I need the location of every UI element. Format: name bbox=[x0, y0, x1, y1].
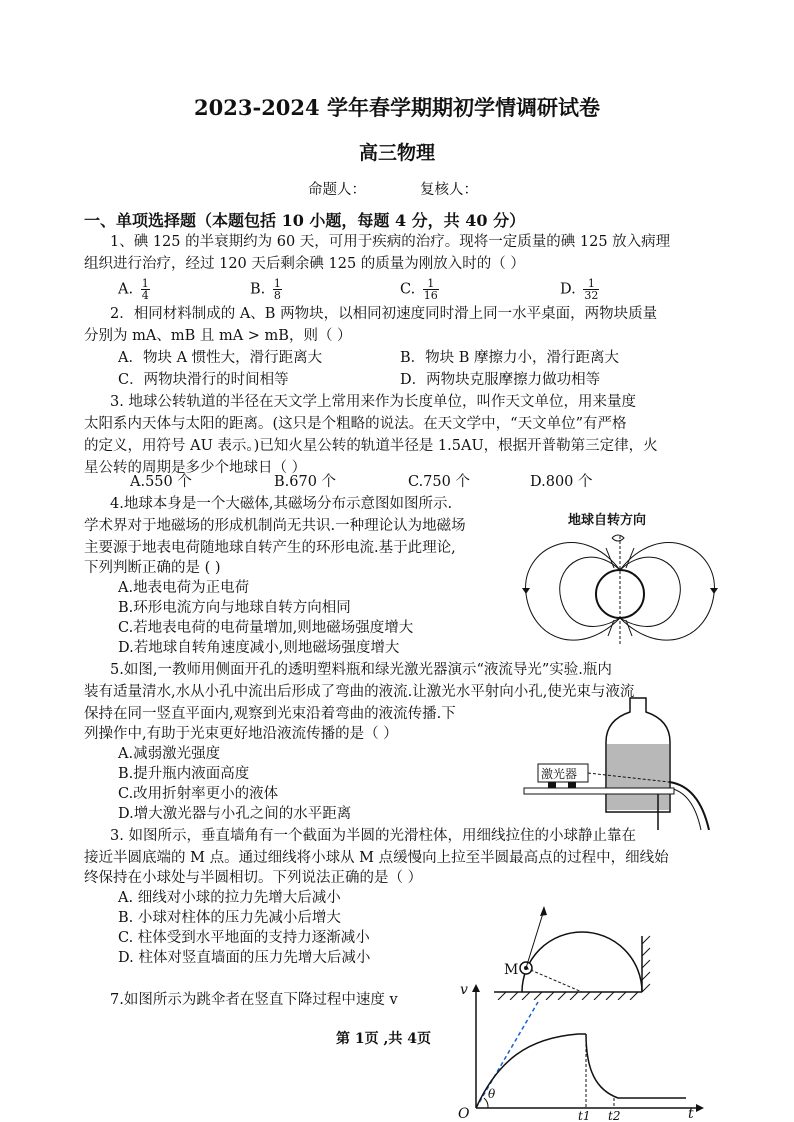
q1-option-c bbox=[400, 278, 439, 301]
q1-option-a-label: A. bbox=[118, 281, 134, 298]
q3-option-c: C.750 个 bbox=[408, 474, 470, 490]
q1-option-d-frac bbox=[583, 278, 599, 301]
q1-line2: 组织进行治疗，经过 120 天后剩余碘 125 的质量为刚放入时的（ ） bbox=[84, 256, 525, 272]
q1-option-d-label: D. bbox=[560, 281, 576, 298]
frac-num: 1 bbox=[273, 277, 281, 290]
q1-option-c-label: C. bbox=[400, 281, 416, 298]
q5-line1: 5.如图,一教师用侧面开孔的透明塑料瓶和绿光激光器演示“液流导光”实验.瓶内 bbox=[110, 662, 612, 678]
graph-label-o: O bbox=[458, 1106, 470, 1120]
q2-option-d: D．两物块克服摩擦力做功相等 bbox=[400, 372, 601, 388]
section-heading: 一、单项选择题（本题包括 10 小题，每题 4 分，共 40 分） bbox=[84, 211, 526, 230]
q2-option-c: C．两物块滑行的时间相等 bbox=[118, 372, 289, 388]
q1-option-c-frac bbox=[423, 278, 439, 301]
q1-option-b-label: B. bbox=[250, 281, 266, 298]
q1-option-a-frac bbox=[141, 278, 150, 301]
q5-option-c: C.改用折射率更小的液体 bbox=[118, 786, 279, 802]
q2-option-a: A．物块 A 惯性大，滑行距离大 bbox=[118, 350, 323, 366]
exam-title: 2023-2024 学年春学期期初学情调研试卷 bbox=[194, 95, 600, 120]
q1-option-b bbox=[250, 278, 282, 301]
laser-bottle-figure bbox=[520, 690, 720, 830]
q1-option-b-frac bbox=[273, 278, 282, 301]
q3-option-b: B.670 个 bbox=[274, 474, 337, 490]
q4-line4: 下列判断正确的是 ( ) bbox=[84, 560, 221, 576]
figure-label-earth-rotation: 地球自转方向 bbox=[568, 513, 647, 528]
graph-label-v: v bbox=[460, 982, 468, 998]
field-line-top-2 bbox=[626, 548, 634, 568]
figure-label-laser: 激光器 bbox=[541, 767, 578, 781]
field-line-top-1 bbox=[606, 548, 614, 568]
q4-line3: 主要源于地表电荷随地球自转产生的环形电流.基于此理论, bbox=[84, 540, 456, 556]
q5-line4: 列操作中,有助于光束更好地沿液流传播的是（ ） bbox=[84, 726, 398, 742]
q5-line3: 保持在同一竖直平面内,观察到光束沿着弯曲的液流传播.下 bbox=[84, 706, 456, 722]
q4-option-c: C.若地表电荷的电荷量增加,则地磁场强度增大 bbox=[118, 620, 414, 636]
q6-option-c: C. 柱体受到水平地面的支持力逐渐减小 bbox=[118, 930, 370, 946]
q1-line1: 1、碘 125 的半衰期约为 60 天，可用于疾病的治疗。现将一定质量的碘 125 放入病理 bbox=[110, 234, 671, 250]
string-line bbox=[526, 910, 544, 968]
v-axis-arrow-icon bbox=[472, 984, 480, 992]
frac-num: 1 bbox=[141, 277, 149, 290]
q3-option-a: A.550 个 bbox=[130, 474, 192, 490]
q1-option-a bbox=[118, 278, 150, 301]
q2-line2: 分别为 mA、mB 且 mA > mB，则（ ） bbox=[84, 328, 352, 344]
field-arrow-right-icon bbox=[710, 588, 718, 594]
graph-label-theta: θ bbox=[488, 1087, 496, 1101]
q3-option-d: D.800 个 bbox=[530, 474, 593, 490]
field-line-left-outer bbox=[526, 543, 620, 641]
tangent-line bbox=[476, 1002, 538, 1108]
frac-den: 8 bbox=[273, 289, 281, 302]
q3-line4: 星公转的周期是多少个地球日（ ） bbox=[84, 460, 307, 476]
graph-label-t1: t1 bbox=[578, 1109, 591, 1120]
graph-label-t: t bbox=[688, 1106, 694, 1120]
q6-option-a: A. 细线对小球的拉力先增大后减小 bbox=[118, 890, 341, 906]
exam-subject: 高三物理 bbox=[358, 142, 435, 164]
earth-magnetic-field-figure bbox=[520, 508, 720, 658]
field-arrow-left-icon bbox=[522, 588, 530, 594]
q3-line1: 3. 地球公转轨道的半径在天文学上常用来作为长度单位，叫作天文单位，用来量度 bbox=[110, 394, 636, 410]
t-axis-arrow-icon bbox=[696, 1104, 704, 1112]
bottle-water bbox=[607, 744, 669, 810]
q5-option-a: A.减弱激光强度 bbox=[118, 746, 221, 762]
table-top bbox=[524, 788, 674, 794]
q4-option-b: B.环形电流方向与地球自转方向相同 bbox=[118, 600, 351, 616]
q2-option-b: B．物块 B 摩擦力小，滑行距离大 bbox=[400, 350, 620, 366]
page-number: 第 1页 ,共 4页 bbox=[336, 1031, 431, 1047]
frac-den: 32 bbox=[584, 289, 599, 302]
velocity-curve-fall bbox=[586, 1034, 686, 1098]
q4-option-a: A.地表电荷为正电荷 bbox=[118, 580, 250, 596]
q6-option-b: B. 小球对柱体的压力先减小后增大 bbox=[118, 910, 341, 926]
figure-label-m: M bbox=[504, 962, 519, 978]
q3-line2: 太阳系内天体与太阳的距离。(这只是个粗略的说法。在天文学中，“天文单位”有严格 bbox=[84, 416, 627, 432]
string-arrow-icon bbox=[540, 906, 547, 916]
laser-foot-2 bbox=[568, 782, 576, 788]
graph-label-t2: t2 bbox=[608, 1109, 621, 1120]
laser-foot-1 bbox=[548, 782, 556, 788]
q5-option-b: B.提升瓶内液面高度 bbox=[118, 766, 250, 782]
q4-option-d: D.若地球自转角速度减小,则地磁场强度增大 bbox=[118, 640, 400, 656]
frac-den: 16 bbox=[423, 289, 438, 302]
q4-line1: 4.地球本身是一个大磁体,其磁场分布示意图如图所示. bbox=[110, 496, 453, 512]
frac-den: 4 bbox=[141, 289, 149, 302]
q6-line1: 3. 如图所示，垂直墙角有一个截面为半圆的光滑柱体，用细线拉住的小球静止靠在 bbox=[110, 828, 636, 844]
q5-option-d: D.增大激光器与小孔之间的水平距离 bbox=[118, 806, 352, 822]
q2-line1: 2．相同材料制成的 A、B 两物块，以相同初速度同时滑上同一水平桌面，两物块质量 bbox=[110, 306, 658, 322]
q5-line2: 装有适量清水,水从小孔中流出后形成了弯曲的液流.让激光水平射向小孔,使光束与液流 bbox=[84, 684, 635, 700]
q4-line2: 学术界对于地磁场的形成机制尚无共识.一种理论认为地磁场 bbox=[84, 518, 466, 534]
author-label: 命题人： bbox=[308, 182, 366, 198]
q6-line2: 接近半圆底端的 M 点。通过细线将小球从 M 点缓慢向上拉至半圆最高点的过程中，细线始 bbox=[84, 850, 669, 866]
rotation-arrow-icon bbox=[612, 535, 624, 541]
q3-line3: 的定义，用符号 AU 表示。)已知火星公转的轨道半径是 1.5AU，根据开普勒第三定律，火 bbox=[84, 438, 658, 454]
q1-option-d bbox=[560, 278, 599, 301]
reviewer-label: 复核人： bbox=[420, 182, 478, 198]
q7-line1: 7.如图所示为跳伞者在竖直下降过程中速度 v bbox=[110, 992, 398, 1008]
frac-num: 1 bbox=[423, 278, 439, 290]
velocity-time-graph bbox=[448, 980, 710, 1120]
frac-num: 1 bbox=[583, 278, 599, 290]
field-line-right-outer bbox=[620, 543, 714, 641]
q6-line3: 终保持在小球处与半圆相切。下列说法正确的是（ ） bbox=[84, 870, 423, 886]
q6-option-d: D. 柱体对竖直墙面的压力先增大后减小 bbox=[118, 950, 371, 966]
